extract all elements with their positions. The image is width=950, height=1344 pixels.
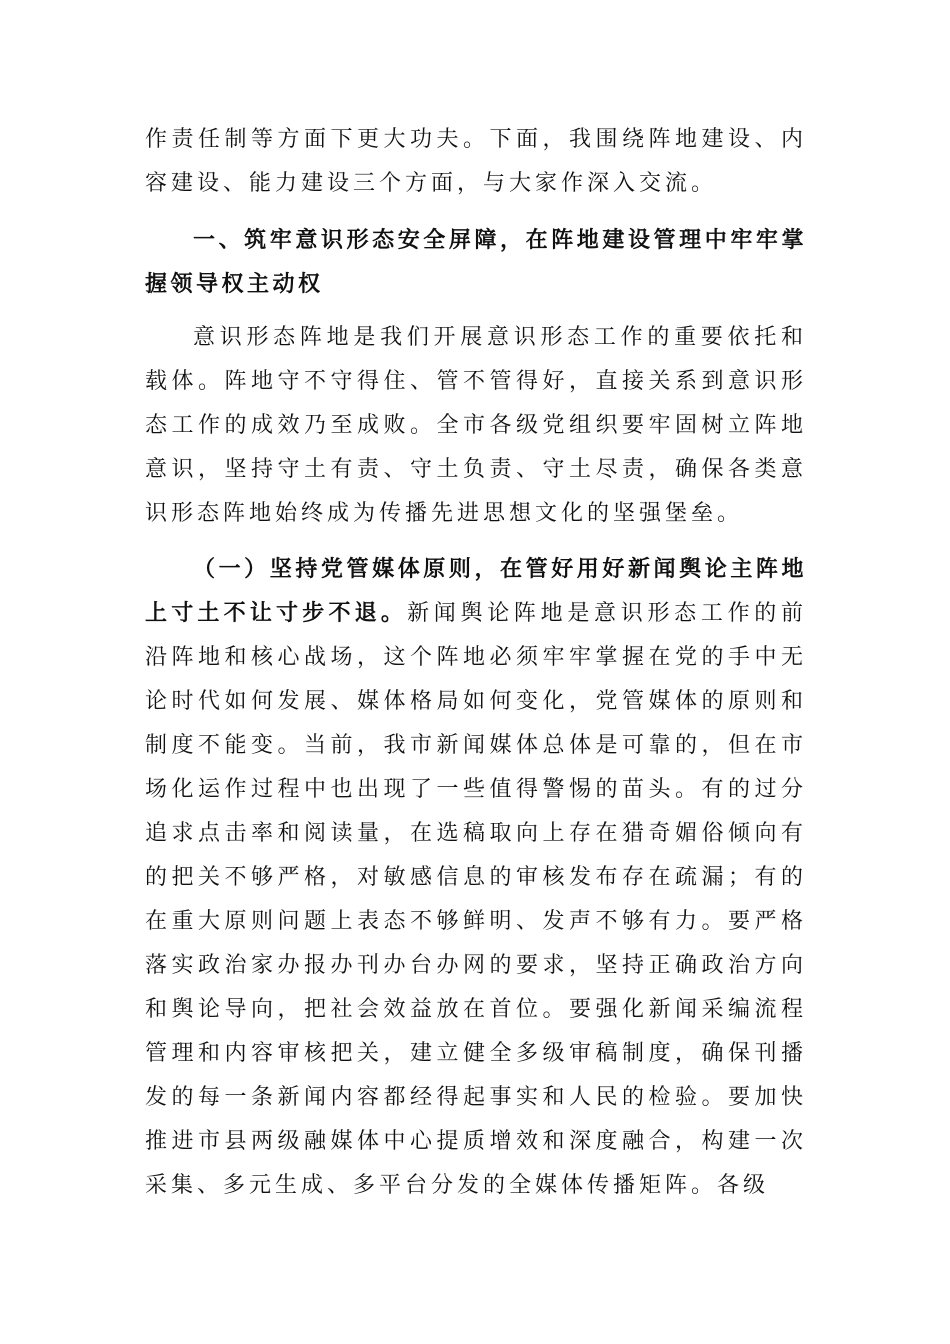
section-heading: 一、筑牢意识形态安全屏障，在阵地建设管理中牢牢掌握领导权主动权 — [145, 228, 807, 297]
paragraph-subsection — [145, 548, 807, 1208]
paragraph-continuation: 作责任制等方面下更大功夫。下面，我围绕阵地建设、内容建设、能力建设三个方面，与大家作深入交流。 — [145, 127, 807, 196]
subsection-body: 新闻舆论阵地是意识形态工作的前沿阵地和核心战场，这个阵地必须牢牢掌握在党的手中无论时代如何发展、媒体格局如何变化，党管媒体的原则和制度不能变。当前，我市新闻媒体总体是可靠的，但在市场化运作过程中也出现了一些值得警惕的苗头。有的过分追求点击率和阅读量，在选稿取向上存在猎奇媚俗倾向有的把关不够严格，对敏感信息的审核发布存在疏漏；有的在重大原则问题上表态不够鲜明、发声不够有力。要严格落实政治家办报办刊办台办网的要求，坚持正确政治方向和舆论导向，把社会效益放在首位。要强化新闻采编流程管理和内容审核把关，建立健全多级审稿制度，确保刊播发的每一条新闻内容都经得起事实和人民的检验。要加快推进市县两级融媒体中心提质增效和深度融合，构建一次采集、多元生成、多平台分发的全媒体传播矩阵。各级 — [145, 601, 807, 1198]
subsection-lead: （一）坚持党管媒体原则，在管好用好新闻舆论主阵地上寸土不让寸步不退。 — [145, 557, 807, 626]
paragraph-positions: 意识形态阵地是我们开展意识形态工作的重要依托和载体。阵地守不守得住、管不管得好，直接关系到意识形态工作的成效乃至成败。全市各级党组织要牢固树立阵地意识，坚持守土有责、守土负责、守土尽责，确保各类意识形态阵地始终成为传播先进思想文化的坚强堡垒。 — [145, 325, 807, 526]
